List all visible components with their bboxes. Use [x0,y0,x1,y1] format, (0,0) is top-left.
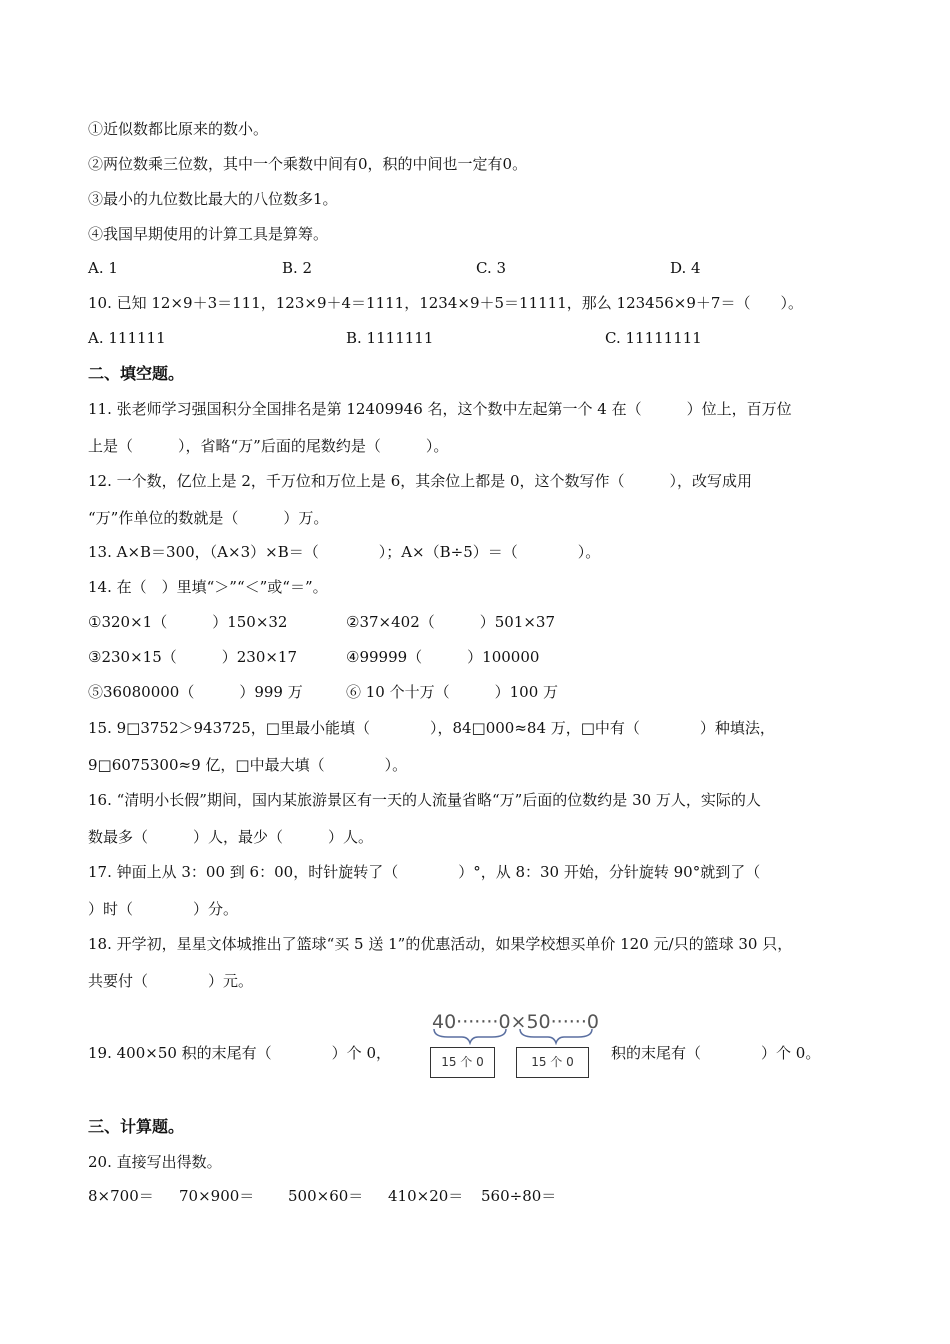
q20-problem-1: 8×700＝ [88,1187,154,1205]
q20-problem-4: 410×20＝ [388,1187,464,1205]
section3-title: 三、计算题。 [88,1117,185,1136]
q14-item-3: ③230×15（ ）230×17 [88,648,298,666]
q19-box-2: 15 个 0 [516,1047,589,1078]
q19-prefix: 19. 400×50 积的末尾有（ ）个 0， [88,1044,391,1062]
q9-statement-4: ④我国早期使用的计算工具是算筹。 [88,225,329,243]
q20-problem-2: 70×900＝ [179,1187,255,1205]
q19-box-1: 15 个 0 [430,1047,495,1078]
section2-title: 二、填空题。 [88,364,185,383]
q14-text: 14. 在（ ）里填“＞”“＜”或“＝”。 [88,578,328,596]
q20-text: 20. 直接写出得数。 [88,1153,222,1171]
q20-problem-5: 560÷80＝ [481,1187,557,1205]
q9-statement-2: ②两位数乘三位数，其中一个乘数中间有0，积的中间也一定有0。 [88,155,528,173]
q14-item-1: ①320×1（ ）150×32 [88,613,288,631]
q20-problem-3: 500×60＝ [288,1187,364,1205]
q9-option-b[interactable]: B. 2 [282,259,313,277]
q15-line1: 15. 9□3752＞943725，□里最小能填（ ），84□000≈84 万，□中有（ ）种填法， [88,719,775,737]
q9-option-c[interactable]: C. 3 [476,259,507,277]
q9-option-a[interactable]: A. 1 [88,259,118,277]
q10-text: 10. 已知 12×9＋3＝111，123×9＋4＝1111，1234×9＋5＝11111，那么 123456×9＋7＝（ ）。 [88,294,803,312]
q19-brace-left [434,1029,506,1043]
q10-option-c[interactable]: C. 11111111 [605,329,702,347]
q14-item-5: ⑤36080000（ ）999 万 [88,683,303,701]
q18-line2: 共要付（ ）元。 [88,972,254,990]
q17-line2: ）时（ ）分。 [88,900,239,918]
q13-text: 13. A×B＝300，（A×3）×B＝（ ）；A×（B÷5）＝（ ）。 [88,543,601,561]
q9-statement-3: ③最小的九位数比最大的八位数多1。 [88,190,338,208]
q19-diagram-expression: 40·······0×50······0 [432,1011,599,1033]
q19-brace-right [520,1029,592,1043]
q19-suffix: 积的末尾有（ ）个 0。 [611,1044,821,1062]
q14-item-4: ④99999（ ）100000 [346,648,540,666]
q12-line2: “万”作单位的数就是（ ）万。 [88,509,329,527]
q9-option-d[interactable]: D. 4 [670,259,701,277]
q16-line2: 数最多（ ）人，最少（ ）人。 [88,828,374,846]
q18-line1: 18. 开学初，星星文体城推出了篮球“买 5 送 1”的优惠活动，如果学校想买单价 120 元/只的篮球 30 只， [88,935,793,953]
q14-item-6: ⑥ 10 个十万（ ）100 万 [346,683,559,701]
q16-line1: 16. “清明小长假”期间，国内某旅游景区有一天的人流量省略“万”后面的位数约是 30 万人，实际的人 [88,791,761,809]
q11-line1: 11. 张老师学习强国积分全国排名是第 12409946 名，这个数中左起第一个 4 在（ ）位上，百万位 [88,400,792,418]
q14-item-2: ②37×402（ ）501×37 [346,613,556,631]
q12-line1: 12. 一个数，亿位上是 2，千万位和万位上是 6，其余位上都是 0，这个数写作（ ），改写成用 [88,472,753,490]
q17-line1: 17. 钟面上从 3：00 到 6：00，时针旋转了（ ）°，从 8：30 开始，分针旋转 90°就到了（ [88,863,761,881]
q15-line2: 9□6075300≈9 亿，□中最大填（ ）。 [88,756,408,774]
q9-statement-1: ①近似数都比原来的数小。 [88,120,269,138]
q10-option-b[interactable]: B. 1111111 [346,329,434,347]
q11-line2: 上是（ ），省略“万”后面的尾数约是（ ）。 [88,437,449,455]
q19-brackets [428,1027,598,1045]
q10-option-a[interactable]: A. 111111 [88,329,166,347]
